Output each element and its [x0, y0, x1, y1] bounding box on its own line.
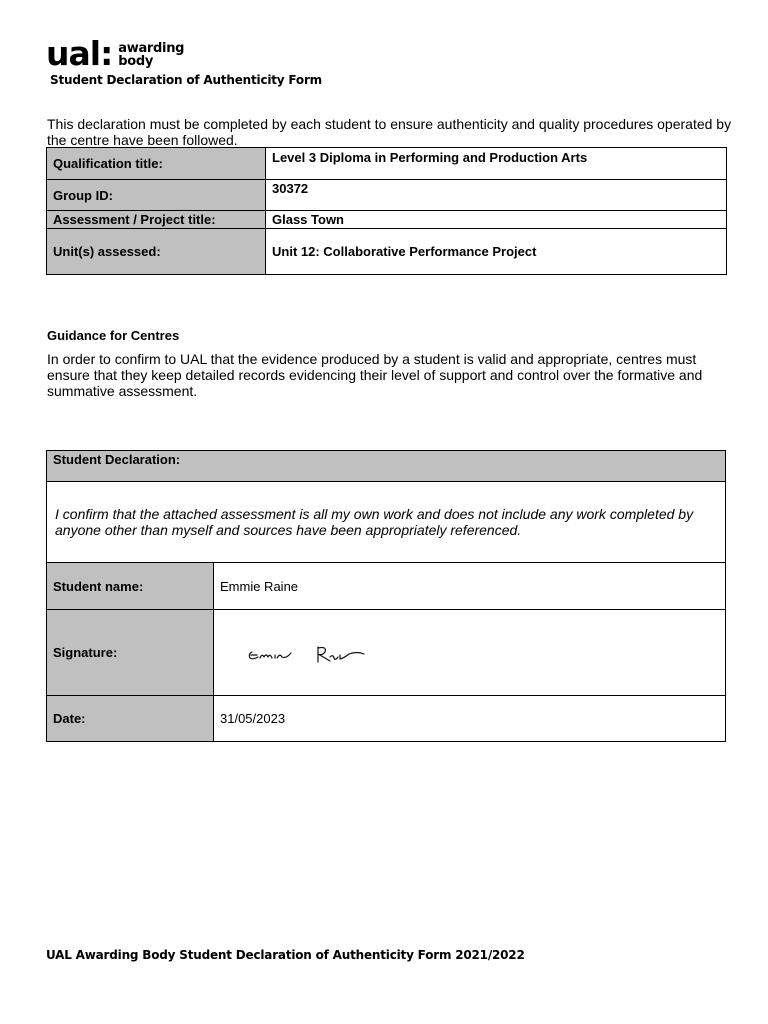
qualification-title-label: Qualification title: [47, 148, 266, 180]
units-assessed-label: Unit(s) assessed: [47, 229, 266, 275]
group-id-label: Group ID: [47, 180, 266, 211]
units-assessed-value: Unit 12: Collaborative Performance Project [266, 229, 727, 275]
guidance-text: In order to confirm to UAL that the evidence produced by a student is valid and appropriate, centres must ensure that they keep detailed records evidencing their level of support and control over the formative and summative assessment. [47, 351, 703, 399]
signature-image [222, 624, 400, 694]
table-row [47, 610, 726, 696]
handwritten-signature [222, 624, 400, 694]
ual-logo [46, 34, 185, 73]
logo-words [118, 42, 184, 68]
signature-cell [214, 610, 726, 696]
qualification-details-table [46, 147, 727, 275]
intro-text: This declaration must be completed by each student to ensure authenticity and quality procedures operated by the centre have been followed. [47, 116, 732, 148]
student-name-value: Emmie Raine [214, 563, 726, 610]
project-title-label: Assessment / Project title: [47, 211, 266, 229]
logo-word-body: body [118, 54, 154, 69]
table-row [47, 563, 726, 610]
project-title-value: Glass Town [266, 211, 727, 229]
logo-word-awarding: awarding [118, 41, 185, 56]
table-row [47, 229, 727, 275]
declaration-heading: Student Declaration: [47, 451, 726, 482]
page-footer: UAL Awarding Body Student Declaration of Authenticity Form 2021/2022 [46, 948, 525, 962]
table-row [47, 451, 726, 482]
signature-label: Signature: [47, 610, 214, 696]
declaration-statement: I confirm that the attached assessment is all my own work and does not include any work completed by anyone other than myself and sources have been appropriately referenced. [47, 482, 726, 563]
table-row [47, 696, 726, 742]
qualification-title-value: Level 3 Diploma in Performing and Production Arts [266, 148, 727, 180]
group-id-value: 30372 [266, 180, 727, 211]
date-label: Date: [47, 696, 214, 742]
student-name-label: Student name: [47, 563, 214, 610]
logo-mark: ual: [46, 34, 113, 73]
table-row [47, 180, 727, 211]
student-declaration-table [46, 450, 726, 742]
table-row [47, 148, 727, 180]
table-row [47, 482, 726, 563]
guidance-heading: Guidance for Centres [47, 328, 180, 343]
form-title: Student Declaration of Authenticity Form [50, 73, 322, 87]
table-row [47, 211, 727, 229]
date-value: 31/05/2023 [214, 696, 726, 742]
